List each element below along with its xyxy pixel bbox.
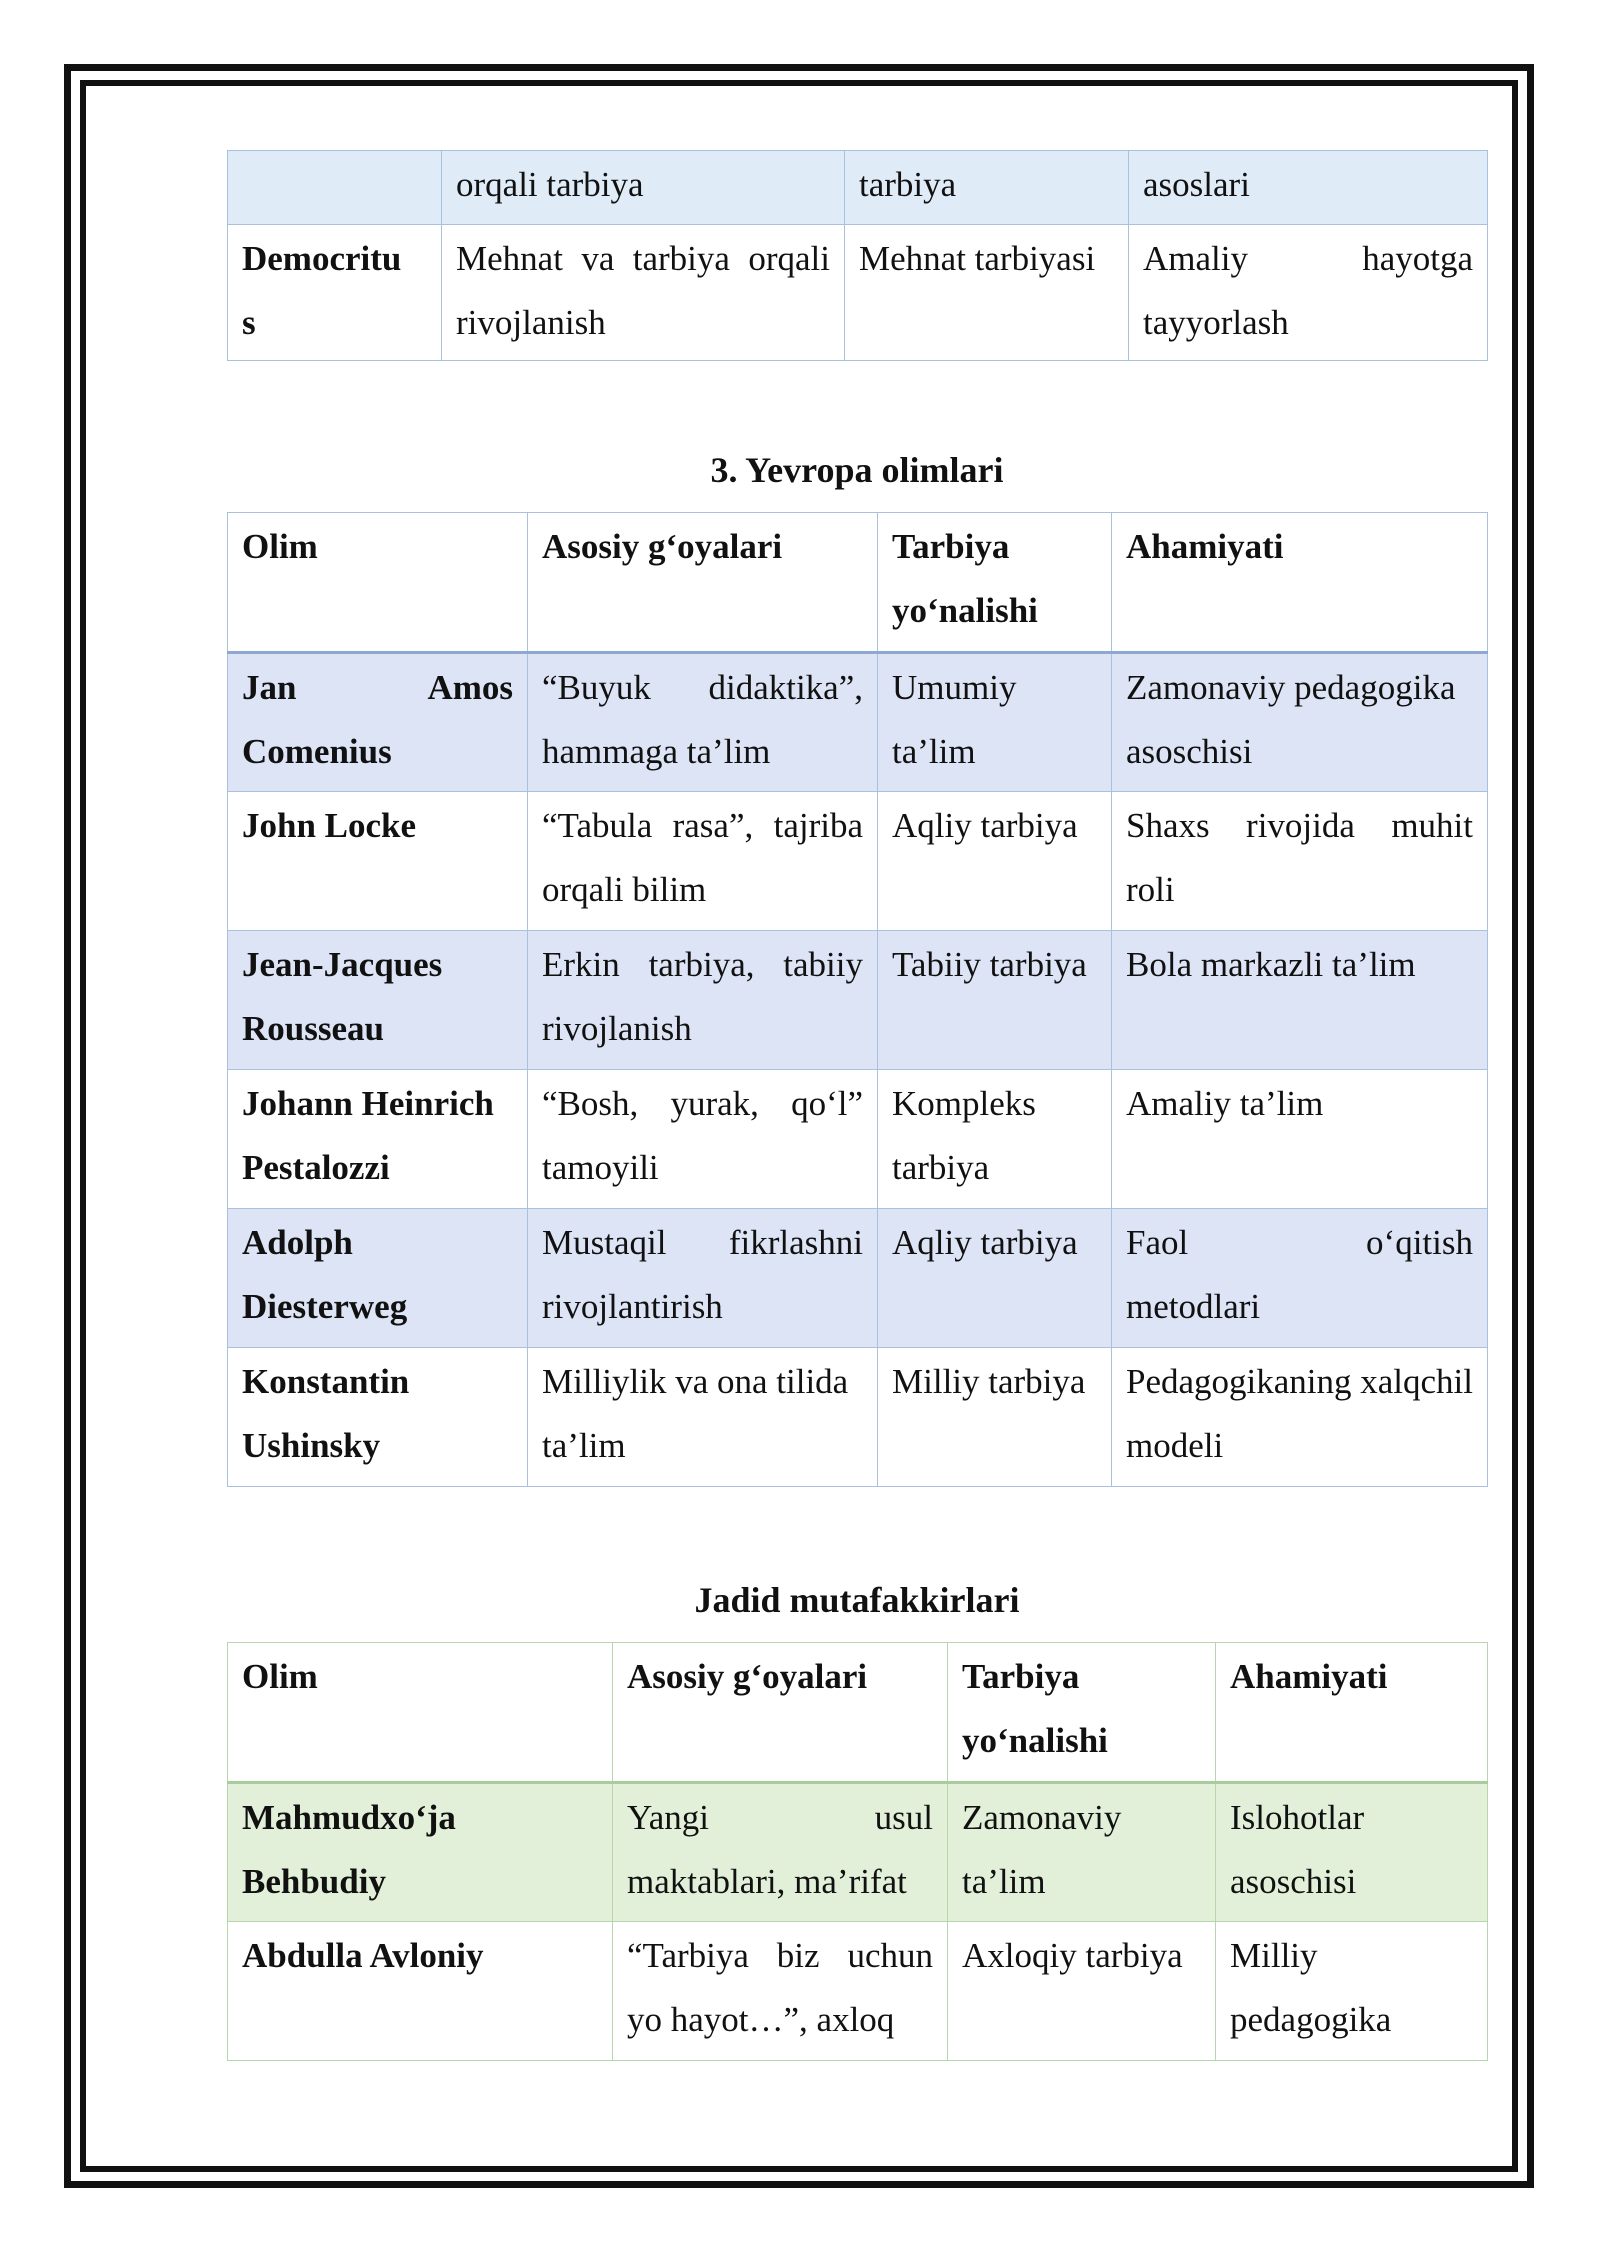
cell: orqali tarbiya: [442, 151, 845, 225]
cell-olim: [228, 225, 442, 361]
table-header-row: [228, 1643, 1488, 1783]
cell: [1129, 225, 1488, 361]
cell: Milliy pedagogika: [1216, 1922, 1488, 2061]
table-row: [228, 225, 1488, 361]
cell: Shaxs rivojida muhit roli: [1112, 792, 1488, 931]
cell-text: s: [242, 303, 256, 342]
cell-word: Amaliy: [1143, 239, 1248, 278]
table-row: [228, 1209, 1488, 1348]
header-cell: Tarbiya yo‘nalishi: [878, 513, 1112, 653]
cell: Aqliy tarbiya: [878, 792, 1112, 931]
header-cell: Asosiy g‘oyalari: [528, 513, 878, 653]
header-cell: Olim: [228, 1643, 613, 1783]
cell: Tabiiy tarbiya: [878, 931, 1112, 1070]
cell: Milliylik va ona tilida ta’lim: [528, 1348, 878, 1487]
cell: Bola markazli ta’lim: [1112, 931, 1488, 1070]
cell: Islohotlar asoschisi: [1216, 1783, 1488, 1922]
cell-olim: Jean-Jacques Rousseau: [228, 931, 528, 1070]
cell-word: Faol: [1126, 1223, 1189, 1262]
jadid-table: [227, 1642, 1488, 2061]
cell: [228, 151, 442, 225]
table-continuation: [227, 150, 1487, 361]
cell-text: tayyorlash: [1143, 303, 1289, 342]
cell-word: hayotga: [1362, 239, 1473, 278]
cell: “Tarbiya biz uchun yo hayot…”, axloq: [613, 1922, 948, 2061]
cell-line: [627, 1786, 933, 1850]
europe-table: [227, 512, 1488, 1487]
cell: tarbiya: [845, 151, 1129, 225]
cell: “Buyuk didaktika”, hammaga ta’lim: [528, 653, 878, 792]
table-row: [228, 1348, 1488, 1487]
header-cell: Ahamiyati: [1112, 513, 1488, 653]
cell: “Bosh, yurak, qo‘l” tamoyili: [528, 1070, 878, 1209]
cell: Amaliy ta’lim: [1112, 1070, 1488, 1209]
cell-word: Jan: [242, 668, 297, 707]
cell-text: maktablari, ma’rifat: [627, 1862, 907, 1901]
cell-word: Yangi: [627, 1798, 710, 1837]
cell: Erkin tarbiya, tabiiy rivojlanish: [528, 931, 878, 1070]
table-header-row: [228, 513, 1488, 653]
cell: Axloqiy tarbiya: [948, 1922, 1216, 2061]
header-cell: Tarbiya yo‘nalishi: [948, 1643, 1216, 1783]
table-row: [228, 653, 1488, 792]
table-row: [228, 1922, 1488, 2061]
cell: Pedagogikaning xalqchil modeli: [1112, 1348, 1488, 1487]
cell-olim: John Locke: [228, 792, 528, 931]
cell-line: [1126, 1211, 1473, 1275]
header-cell: Olim: [228, 513, 528, 653]
cell: Mehnat va tarbiya orqali rivojlanish: [442, 225, 845, 361]
cell: Aqliy tarbiya: [878, 1209, 1112, 1348]
table-row: [228, 1783, 1488, 1922]
table-row: [228, 1070, 1488, 1209]
table-row: [228, 931, 1488, 1070]
continuation-table: [227, 150, 1488, 361]
cell: Milliy tarbiya: [878, 1348, 1112, 1487]
cell: asoslari: [1129, 151, 1488, 225]
section-title: 3. Yevropa olimlari: [710, 450, 1004, 490]
header-cell: Asosiy g‘oyalari: [613, 1643, 948, 1783]
cell-olim: Konstantin Ushinsky: [228, 1348, 528, 1487]
cell-word: o‘qitish: [1366, 1223, 1473, 1262]
cell: Mehnat tarbiyasi: [845, 225, 1129, 361]
cell-text: Democritu: [242, 239, 402, 278]
cell-word: usul: [874, 1798, 933, 1837]
cell: [613, 1783, 948, 1922]
cell-olim: Abdulla Avloniy: [228, 1922, 613, 2061]
header-cell: Ahamiyati: [1216, 1643, 1488, 1783]
cell: Zamonaviy ta’lim: [948, 1783, 1216, 1922]
cell: Mustaqil fikrlashni rivojlantirish: [528, 1209, 878, 1348]
jadid-table-wrap: [227, 1642, 1487, 2061]
cell: Kompleks tarbiya: [878, 1070, 1112, 1209]
cell-olim: Adolph Diesterweg: [228, 1209, 528, 1348]
cell: [1112, 1209, 1488, 1348]
cell-text: metodlari: [1126, 1287, 1261, 1326]
cell-line: [242, 656, 513, 720]
cell-text: Comenius: [242, 732, 392, 771]
cell-olim: [228, 653, 528, 792]
europe-table-wrap: [227, 512, 1487, 1487]
cell-olim: Mahmudxo‘ja Behbudiy: [228, 1783, 613, 1922]
table-row: [228, 792, 1488, 931]
cell-olim: Johann Heinrich Pestalozzi: [228, 1070, 528, 1209]
cell-line: [1143, 227, 1473, 291]
cell: Zamonaviy pedagogika asoschisi: [1112, 653, 1488, 792]
section-title: Jadid mutafakkirlari: [694, 1580, 1020, 1620]
cell-word: Amos: [427, 668, 513, 707]
table-row: [228, 151, 1488, 225]
cell: “Tabula rasa”, tajriba orqali bilim: [528, 792, 878, 931]
cell: Umumiy ta’lim: [878, 653, 1112, 792]
